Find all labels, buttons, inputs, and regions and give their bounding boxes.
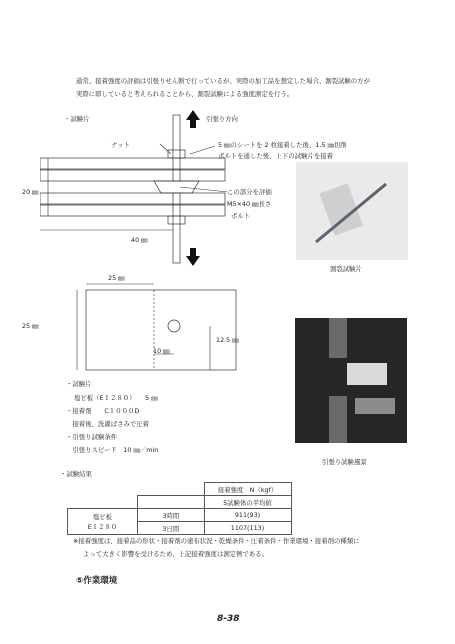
time-cell: 3時間 — [138, 509, 205, 522]
eval-note-3: ボルト — [231, 212, 251, 220]
bolt-hole — [168, 320, 180, 332]
dim-10mm: 10 ㎜ — [153, 347, 170, 355]
conditions-adhesive: ・接着剤 C１０００D — [66, 407, 140, 415]
section-heading: ⑤作業環境 — [76, 576, 118, 586]
dim-20mm: 20 ㎜ — [22, 188, 39, 196]
bottom-plate-lower — [40, 205, 225, 216]
footnote-line-2: よって大きく影響を受けるため、上記接着強度は測定例である。 — [83, 550, 269, 558]
specimen-photo-icon — [296, 162, 408, 260]
tensile-test-photo — [295, 318, 407, 443]
dim-25mm-top: 25 ㎜ — [108, 274, 125, 282]
results-table — [67, 482, 292, 535]
sheet-note-2: ボルトを通した後、上下の試験片を接着 — [218, 152, 334, 160]
upper-nut — [168, 150, 185, 158]
specimen-label: ・試験片 — [64, 115, 90, 123]
header-average: 5試験体の平均値 — [204, 496, 291, 509]
pull-direction-label: 引張り方向 — [206, 115, 238, 123]
intro-paragraph — [76, 75, 396, 101]
split-test-photo — [296, 162, 408, 260]
up-arrow-icon — [186, 110, 200, 128]
table-row — [68, 509, 292, 522]
down-arrow-icon — [186, 248, 200, 266]
bottom-plate-upper — [40, 193, 225, 204]
material-code: E１２８０ — [87, 522, 118, 531]
header-strength: 接着強度 N（kgf） — [204, 483, 291, 496]
split-test-caption: 割裂試験片 — [330, 265, 362, 273]
conditions-speed: 引張りスピード 10 ㎜／min — [66, 446, 159, 454]
eval-note-1: この部分を評価 — [227, 188, 272, 196]
intro-line-1: 通常、接着強度の評価は引張りせん断で行っているが、実際の加工品を想定した場合、割裂試験の方が — [76, 77, 370, 85]
material-name: 塩ビ板 — [92, 512, 113, 521]
upper-bolt — [173, 115, 180, 181]
top-plate-upper — [40, 158, 225, 169]
results-title: ・試験結果 — [60, 470, 92, 478]
top-view-plate — [86, 290, 236, 370]
lower-nut — [168, 216, 185, 224]
value-cell: 1107(113) — [204, 522, 291, 535]
material-cell — [68, 509, 138, 535]
top-view-diagram — [40, 282, 240, 372]
lower-bolt — [173, 193, 180, 263]
conditions-material: 塩ビ板（E１２８０） 5 ㎜ — [74, 394, 158, 402]
page-number: 8-38 — [217, 614, 240, 624]
footnote-line-1: ※接着強度は、接着品の形状・接着剤の塗布状況・乾燥条件・圧着条件・作業環境・接着剤の種類に — [73, 537, 360, 545]
dim-40mm: 40 ㎜ — [131, 236, 148, 244]
dim-12-5mm: 12.5 ㎜ — [216, 336, 239, 344]
intro-line-2: 実際に即していると考えられることから、割裂試験による強度測定を行う。 — [76, 90, 294, 98]
dim-25mm-left: 25 ㎜ — [22, 322, 39, 330]
test-rig-photo-icon — [295, 318, 407, 443]
nut-label: ナット — [111, 141, 131, 149]
top-plate-lower — [40, 170, 225, 181]
conditions-tensile: ・引張り試験条件 — [66, 433, 118, 441]
time-cell: 3日間 — [138, 522, 205, 535]
conditions-after: 接着後、洗濯ばさみで圧着 — [66, 420, 150, 428]
value-cell: 911(93) — [204, 509, 291, 522]
conditions-title: ・試験片 — [66, 380, 92, 388]
eval-note-2: M5×40 ㎜長さ — [227, 200, 272, 208]
joint-region — [154, 181, 199, 193]
sheet-note-1: 5 ㎜のシートを 2 枚接着した後、1.5 ㎜切削 — [218, 141, 347, 149]
tensile-test-caption: 引張り試験風景 — [322, 458, 367, 466]
